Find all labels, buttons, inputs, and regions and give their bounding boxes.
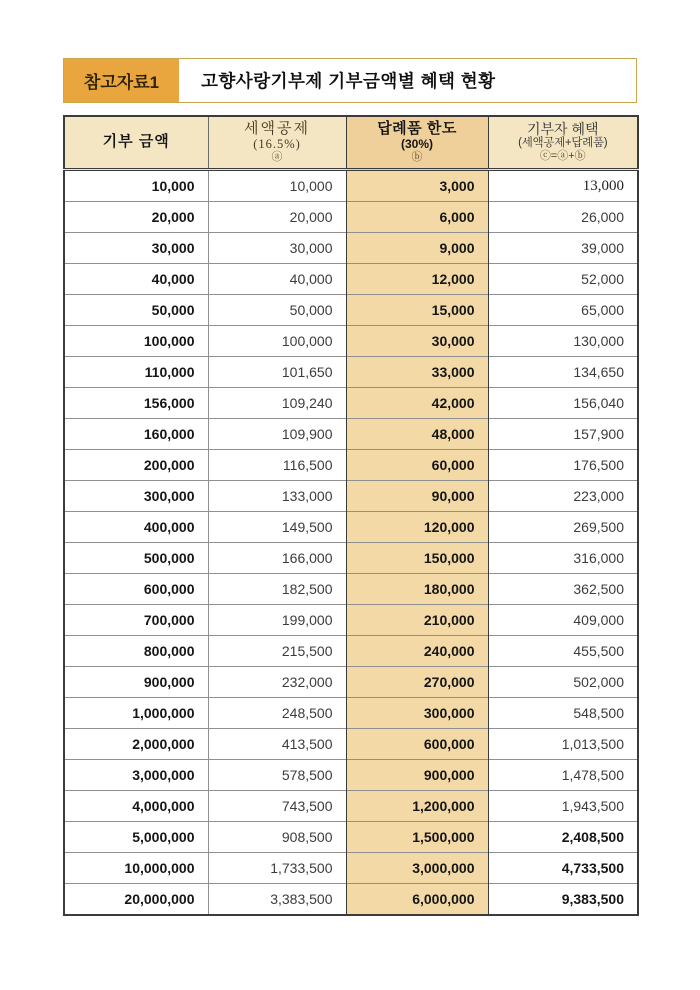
donation-amount-cell: 5,000,000 [64, 822, 208, 853]
donor-benefit-cell: 1,943,500 [488, 791, 638, 822]
donation-amount-cell: 800,000 [64, 636, 208, 667]
column-title: 기부자 혜택 [526, 120, 599, 137]
table-row [64, 326, 638, 357]
donation-amount-cell: 500,000 [64, 543, 208, 574]
reference-badge: 참고자료1 [64, 59, 179, 102]
donation-amount-cell: 50,000 [64, 295, 208, 326]
table-row [64, 698, 638, 729]
donor-benefit-cell: 134,650 [488, 357, 638, 388]
donor-benefit-cell: 157,900 [488, 419, 638, 450]
donation-amount-cell: 160,000 [64, 419, 208, 450]
tax-credit-cell: 199,000 [208, 605, 346, 636]
gift-limit-cell: 1,500,000 [346, 822, 488, 853]
table-row [64, 574, 638, 605]
donor-benefit-cell: 409,000 [488, 605, 638, 636]
donor-benefit-cell: 269,500 [488, 512, 638, 543]
donation-amount-cell: 10,000,000 [64, 853, 208, 884]
tax-credit-cell: 101,650 [208, 357, 346, 388]
column-title: 답례품 한도 [377, 119, 457, 137]
donation-amount-cell: 100,000 [64, 326, 208, 357]
tax-credit-cell: 50,000 [208, 295, 346, 326]
table-row [64, 481, 638, 512]
donor-benefit-cell: 176,500 [488, 450, 638, 481]
donation-amount-cell: 600,000 [64, 574, 208, 605]
column-subtitle: (세액공제+답례품) [518, 137, 608, 150]
donor-benefit-cell: 2,408,500 [488, 822, 638, 853]
gift-limit-cell: 9,000 [346, 233, 488, 264]
gift-limit-cell: 3,000 [346, 170, 488, 202]
gift-limit-cell: 150,000 [346, 543, 488, 574]
gift-limit-cell: 90,000 [346, 481, 488, 512]
gift-limit-cell: 600,000 [346, 729, 488, 760]
gift-limit-cell: 240,000 [346, 636, 488, 667]
donation-amount-cell: 300,000 [64, 481, 208, 512]
donor-benefit-cell: 39,000 [488, 233, 638, 264]
table-row [64, 233, 638, 264]
gift-limit-cell: 270,000 [346, 667, 488, 698]
donor-benefit-cell: 156,040 [488, 388, 638, 419]
gift-limit-cell: 42,000 [346, 388, 488, 419]
tax-credit-cell: 215,500 [208, 636, 346, 667]
donor-benefit-cell: 455,500 [488, 636, 638, 667]
formula-symbol: ⓒ=ⓐ+ⓑ [539, 150, 586, 163]
donation-amount-cell: 400,000 [64, 512, 208, 543]
tax-credit-cell: 232,000 [208, 667, 346, 698]
donation-amount-cell: 4,000,000 [64, 791, 208, 822]
donor-benefit-cell: 362,500 [488, 574, 638, 605]
table-row [64, 419, 638, 450]
donation-amount-cell: 3,000,000 [64, 760, 208, 791]
page-title: 고향사랑기부제 기부금액별 혜택 현황 [201, 71, 496, 91]
table-row [64, 450, 638, 481]
tax-credit-cell: 149,500 [208, 512, 346, 543]
donation-amount-cell: 1,000,000 [64, 698, 208, 729]
column-subtitle: (30%) [400, 136, 433, 151]
column-header-donation [64, 116, 208, 170]
donor-benefit-cell: 13,000 [488, 170, 638, 202]
circled-b-symbol: ⓑ [411, 151, 423, 164]
donor-benefit-cell: 9,383,500 [488, 884, 638, 916]
table-row [64, 791, 638, 822]
gift-limit-cell: 6,000,000 [346, 884, 488, 916]
tax-credit-cell: 1,733,500 [208, 853, 346, 884]
column-title: 세액공제 [244, 120, 310, 137]
tax-credit-cell: 116,500 [208, 450, 346, 481]
table-row [64, 202, 638, 233]
tax-credit-cell: 743,500 [208, 791, 346, 822]
table-row [64, 512, 638, 543]
gift-limit-cell: 1,200,000 [346, 791, 488, 822]
gift-limit-cell: 180,000 [346, 574, 488, 605]
donation-amount-cell: 900,000 [64, 667, 208, 698]
donor-benefit-cell: 316,000 [488, 543, 638, 574]
donation-amount-cell: 110,000 [64, 357, 208, 388]
donation-amount-cell: 700,000 [64, 605, 208, 636]
donor-benefit-cell: 130,000 [488, 326, 638, 357]
table-row [64, 729, 638, 760]
table-row [64, 543, 638, 574]
table-row [64, 388, 638, 419]
gift-limit-cell: 33,000 [346, 357, 488, 388]
donor-benefit-cell: 4,733,500 [488, 853, 638, 884]
tax-credit-cell: 166,000 [208, 543, 346, 574]
table-row [64, 357, 638, 388]
column-header-gift-limit [346, 116, 488, 170]
donor-benefit-cell: 65,000 [488, 295, 638, 326]
table-row [64, 170, 638, 202]
column-header-tax-credit [208, 116, 346, 170]
donation-amount-cell: 200,000 [64, 450, 208, 481]
gift-limit-cell: 30,000 [346, 326, 488, 357]
gift-limit-cell: 3,000,000 [346, 853, 488, 884]
tax-credit-cell: 109,240 [208, 388, 346, 419]
table-row [64, 605, 638, 636]
column-header-donor-benefit [488, 116, 638, 170]
tax-credit-cell: 3,383,500 [208, 884, 346, 916]
tax-credit-cell: 182,500 [208, 574, 346, 605]
tax-credit-cell: 10,000 [208, 170, 346, 202]
table-row [64, 295, 638, 326]
donor-benefit-cell: 502,000 [488, 667, 638, 698]
benefit-table-wrap [63, 115, 637, 916]
gift-limit-cell: 900,000 [346, 760, 488, 791]
column-title: 기부 금액 [102, 132, 170, 150]
table-row [64, 636, 638, 667]
donor-benefit-cell: 223,000 [488, 481, 638, 512]
tax-credit-cell: 133,000 [208, 481, 346, 512]
table-row [64, 853, 638, 884]
tax-credit-cell: 248,500 [208, 698, 346, 729]
tax-credit-cell: 578,500 [208, 760, 346, 791]
donor-benefit-cell: 1,013,500 [488, 729, 638, 760]
donor-benefit-cell: 548,500 [488, 698, 638, 729]
table-row [64, 667, 638, 698]
tax-credit-cell: 908,500 [208, 822, 346, 853]
donation-amount-cell: 40,000 [64, 264, 208, 295]
tax-credit-cell: 109,900 [208, 419, 346, 450]
donation-amount-cell: 156,000 [64, 388, 208, 419]
donation-amount-cell: 20,000,000 [64, 884, 208, 916]
table-header [64, 116, 638, 170]
donation-amount-cell: 20,000 [64, 202, 208, 233]
tax-credit-cell: 40,000 [208, 264, 346, 295]
header-row [64, 116, 638, 170]
donation-amount-cell: 2,000,000 [64, 729, 208, 760]
title-bar [63, 58, 637, 103]
gift-limit-cell: 12,000 [346, 264, 488, 295]
gift-limit-cell: 6,000 [346, 202, 488, 233]
donor-benefit-cell: 1,478,500 [488, 760, 638, 791]
table-body [64, 170, 638, 916]
gift-limit-cell: 60,000 [346, 450, 488, 481]
donation-amount-cell: 30,000 [64, 233, 208, 264]
gift-limit-cell: 300,000 [346, 698, 488, 729]
donor-benefit-cell: 26,000 [488, 202, 638, 233]
table-row [64, 760, 638, 791]
table-row [64, 264, 638, 295]
donation-amount-cell: 10,000 [64, 170, 208, 202]
tax-credit-cell: 100,000 [208, 326, 346, 357]
column-subtitle: (16.5%) [253, 137, 301, 152]
gift-limit-cell: 15,000 [346, 295, 488, 326]
table-row [64, 884, 638, 916]
table-row [64, 822, 638, 853]
tax-credit-cell: 30,000 [208, 233, 346, 264]
tax-credit-cell: 20,000 [208, 202, 346, 233]
gift-limit-cell: 48,000 [346, 419, 488, 450]
gift-limit-cell: 210,000 [346, 605, 488, 636]
donor-benefit-cell: 52,000 [488, 264, 638, 295]
circled-a-symbol: ⓐ [271, 151, 283, 164]
gift-limit-cell: 120,000 [346, 512, 488, 543]
benefit-table [63, 115, 639, 916]
tax-credit-cell: 413,500 [208, 729, 346, 760]
